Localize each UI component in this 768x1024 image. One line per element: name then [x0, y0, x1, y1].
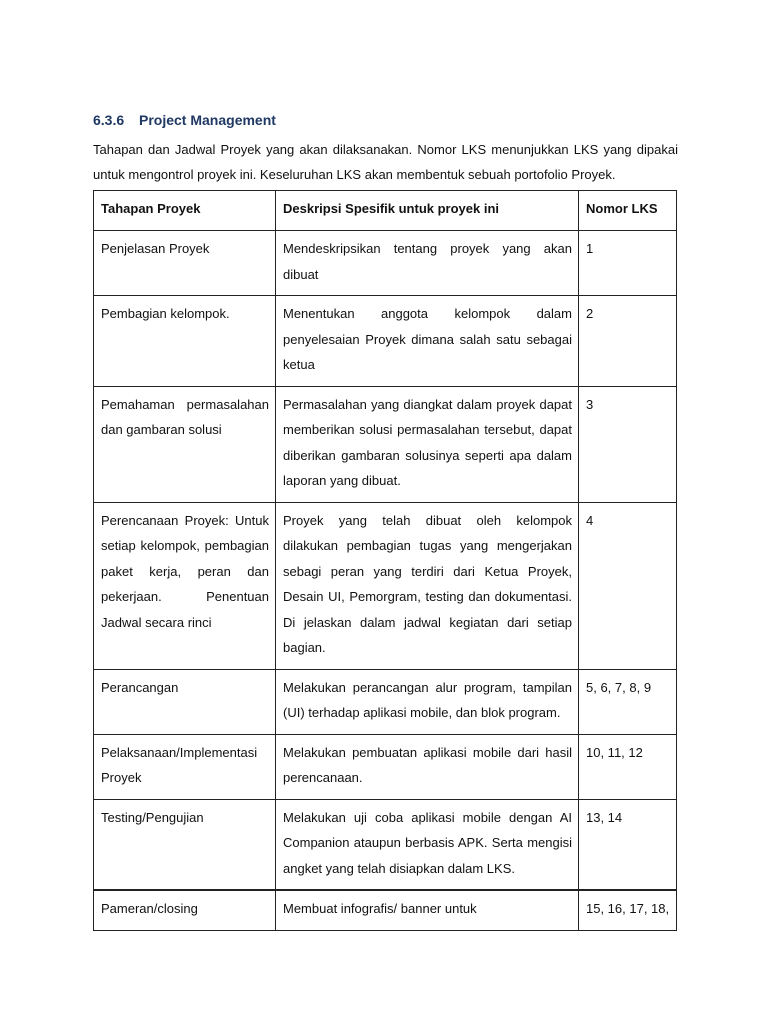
cell-tahapan: Pameran/closing: [94, 890, 276, 930]
section-heading: [93, 112, 276, 128]
cell-deskripsi: Membuat infografis/ banner untuk: [276, 890, 579, 930]
cell-tahapan: Pembagian kelompok.: [94, 296, 276, 387]
cell-nomor: 5, 6, 7, 8, 9: [579, 669, 677, 734]
table-header-row: [94, 191, 677, 231]
header-deskripsi: Deskripsi Spesifik untuk proyek ini: [276, 191, 579, 231]
cell-deskripsi: Mendeskripsikan tentang proyek yang akan dibuat: [276, 231, 579, 296]
table-row: [94, 231, 677, 296]
cell-tahapan: Pelaksanaan/Implementasi Proyek: [94, 734, 276, 799]
cell-deskripsi: Proyek yang telah dibuat oleh kelompok dilakukan pembagian tugas yang mengerjakan sebagi peran yang terdiri dari Ketua Proyek, Desain UI, Pemorgram, testing dan dokumentasi. Di jelaskan dalam jadwal kegiatan dari setiap bagian.: [276, 502, 579, 669]
cell-tahapan: Perencanaan Proyek: Untuk setiap kelompok, pembagian paket kerja, peran dan pekerjaan. Penentuan Jadwal secara rinci: [94, 502, 276, 669]
project-management-table: [93, 190, 677, 931]
cell-nomor: 10, 11, 12: [579, 734, 677, 799]
header-nomor-lks: Nomor LKS: [579, 191, 677, 231]
table-row: [94, 799, 677, 890]
cell-nomor: 4: [579, 502, 677, 669]
cell-tahapan: Penjelasan Proyek: [94, 231, 276, 296]
cell-tahapan: Testing/Pengujian: [94, 799, 276, 890]
table-row: [94, 734, 677, 799]
cell-deskripsi: Melakukan perancangan alur program, tampilan (UI) terhadap aplikasi mobile, dan blok program.: [276, 669, 579, 734]
cell-tahapan: Perancangan: [94, 669, 276, 734]
cell-deskripsi: Melakukan pembuatan aplikasi mobile dari hasil perencanaan.: [276, 734, 579, 799]
table-row: [94, 669, 677, 734]
intro-paragraph: Tahapan dan Jadwal Proyek yang akan dilaksanakan. Nomor LKS menunjukkan LKS yang dipakai untuk mengontrol proyek ini. Keseluruhan LKS akan membentuk sebuah portofolio Proyek.: [93, 142, 678, 182]
table-row: [94, 296, 677, 387]
cell-nomor: 3: [579, 386, 677, 502]
table-row: [94, 890, 677, 930]
cell-nomor: 2: [579, 296, 677, 387]
table-row: [94, 386, 677, 502]
cell-deskripsi: Permasalahan yang diangkat dalam proyek dapat memberikan solusi permasalahan tersebut, dapat diberikan gambaran solusinya seperti apa dalam laporan yang dibuat.: [276, 386, 579, 502]
cell-nomor: 1: [579, 231, 677, 296]
cell-nomor: 13, 14: [579, 799, 677, 890]
section-number: 6.3.6: [93, 112, 125, 128]
cell-tahapan: Pemahaman permasalahan dan gambaran solusi: [94, 386, 276, 502]
table-row: [94, 502, 677, 669]
header-tahapan: Tahapan Proyek: [94, 191, 276, 231]
section-title: Project Management: [139, 112, 276, 128]
cell-deskripsi: Menentukan anggota kelompok dalam penyelesaian Proyek dimana salah satu sebagai ketua: [276, 296, 579, 387]
cell-deskripsi: Melakukan uji coba aplikasi mobile dengan AI Companion ataupun berbasis APK. Serta mengisi angket yang telah disiapkan dalam LKS.: [276, 799, 579, 890]
cell-nomor: 15, 16, 17, 18,: [579, 890, 677, 930]
